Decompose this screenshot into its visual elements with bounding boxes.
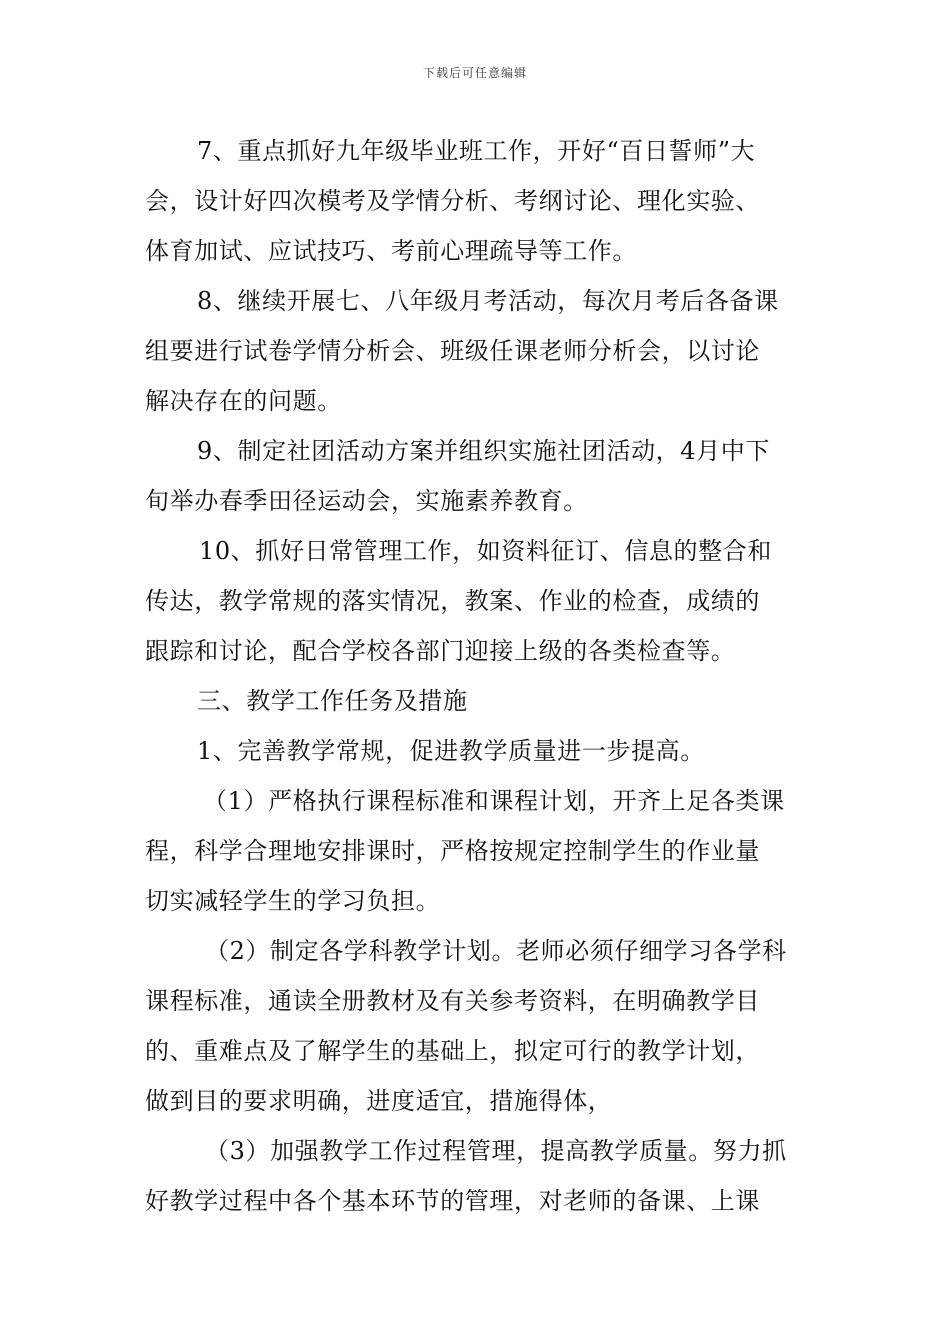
paragraph-line: 7、重点抓好九年级毕业班工作，开好“百日誓师”大	[197, 137, 756, 165]
document-body	[145, 126, 807, 1226]
paragraph-line: 8、继续开展七、八年级月考活动，每次月考后各备课	[197, 287, 779, 315]
paragraph-line: 1、完善教学常规，促进教学质量进一步提高。	[197, 737, 705, 765]
paragraph-line: 10、抓好日常管理工作，如资料征订、信息的整合和	[199, 537, 772, 565]
section-heading: 三、教学工作任务及措施	[197, 687, 468, 715]
paragraph-line: （2）制定各学科教学计划。老师必须仔细学习各学科	[205, 937, 787, 965]
paragraph-line: 跟踪和讨论，配合学校各部门迎接上级的各类检查等。	[145, 637, 736, 665]
paragraph-line: （3）加强教学工作过程管理，提高教学质量。努力抓	[205, 1137, 787, 1165]
paragraph-line: 会，设计好四次模考及学情分析、考纲讨论、理化实验、	[145, 187, 760, 215]
paragraph-line: 的、重难点及了解学生的基础上，拟定可行的教学计划，	[145, 1037, 760, 1065]
paragraph-line: 程，科学合理地安排课时，严格按规定控制学生的作业量	[145, 837, 760, 865]
paragraph-line: 组要进行试卷学情分析会、班级任课老师分析会，以讨论	[145, 337, 760, 365]
paragraph-line: （1）严格执行课程标准和课程计划，开齐上足各类课	[203, 787, 785, 815]
paragraph-line: 切实减轻学生的学习负担。	[145, 887, 441, 915]
paragraph-line: 做到目的要求明确，进度适宜，措施得体，	[145, 1087, 613, 1115]
paragraph-line: 9、制定社团活动方案并组织实施社团活动，4月中下	[197, 437, 770, 465]
paragraph-line: 课程标准，通读全册教材及有关参考资料，在明确教学目	[145, 987, 760, 1015]
paragraph-line: 好教学过程中各个基本环节的管理，对老师的备课、上课	[145, 1187, 760, 1215]
paragraph-line: 旬举办春季田径运动会，实施素养教育。	[145, 487, 588, 515]
paragraph-line: 解决存在的问题。	[145, 387, 342, 415]
paragraph-line: 体育加试、应试技巧、考前心理疏导等工作。	[145, 237, 637, 265]
page-header: 下载后可任意编辑	[422, 66, 527, 80]
paragraph-line: 传达，教学常规的落实情况，教案、作业的检查，成绩的	[145, 587, 760, 615]
